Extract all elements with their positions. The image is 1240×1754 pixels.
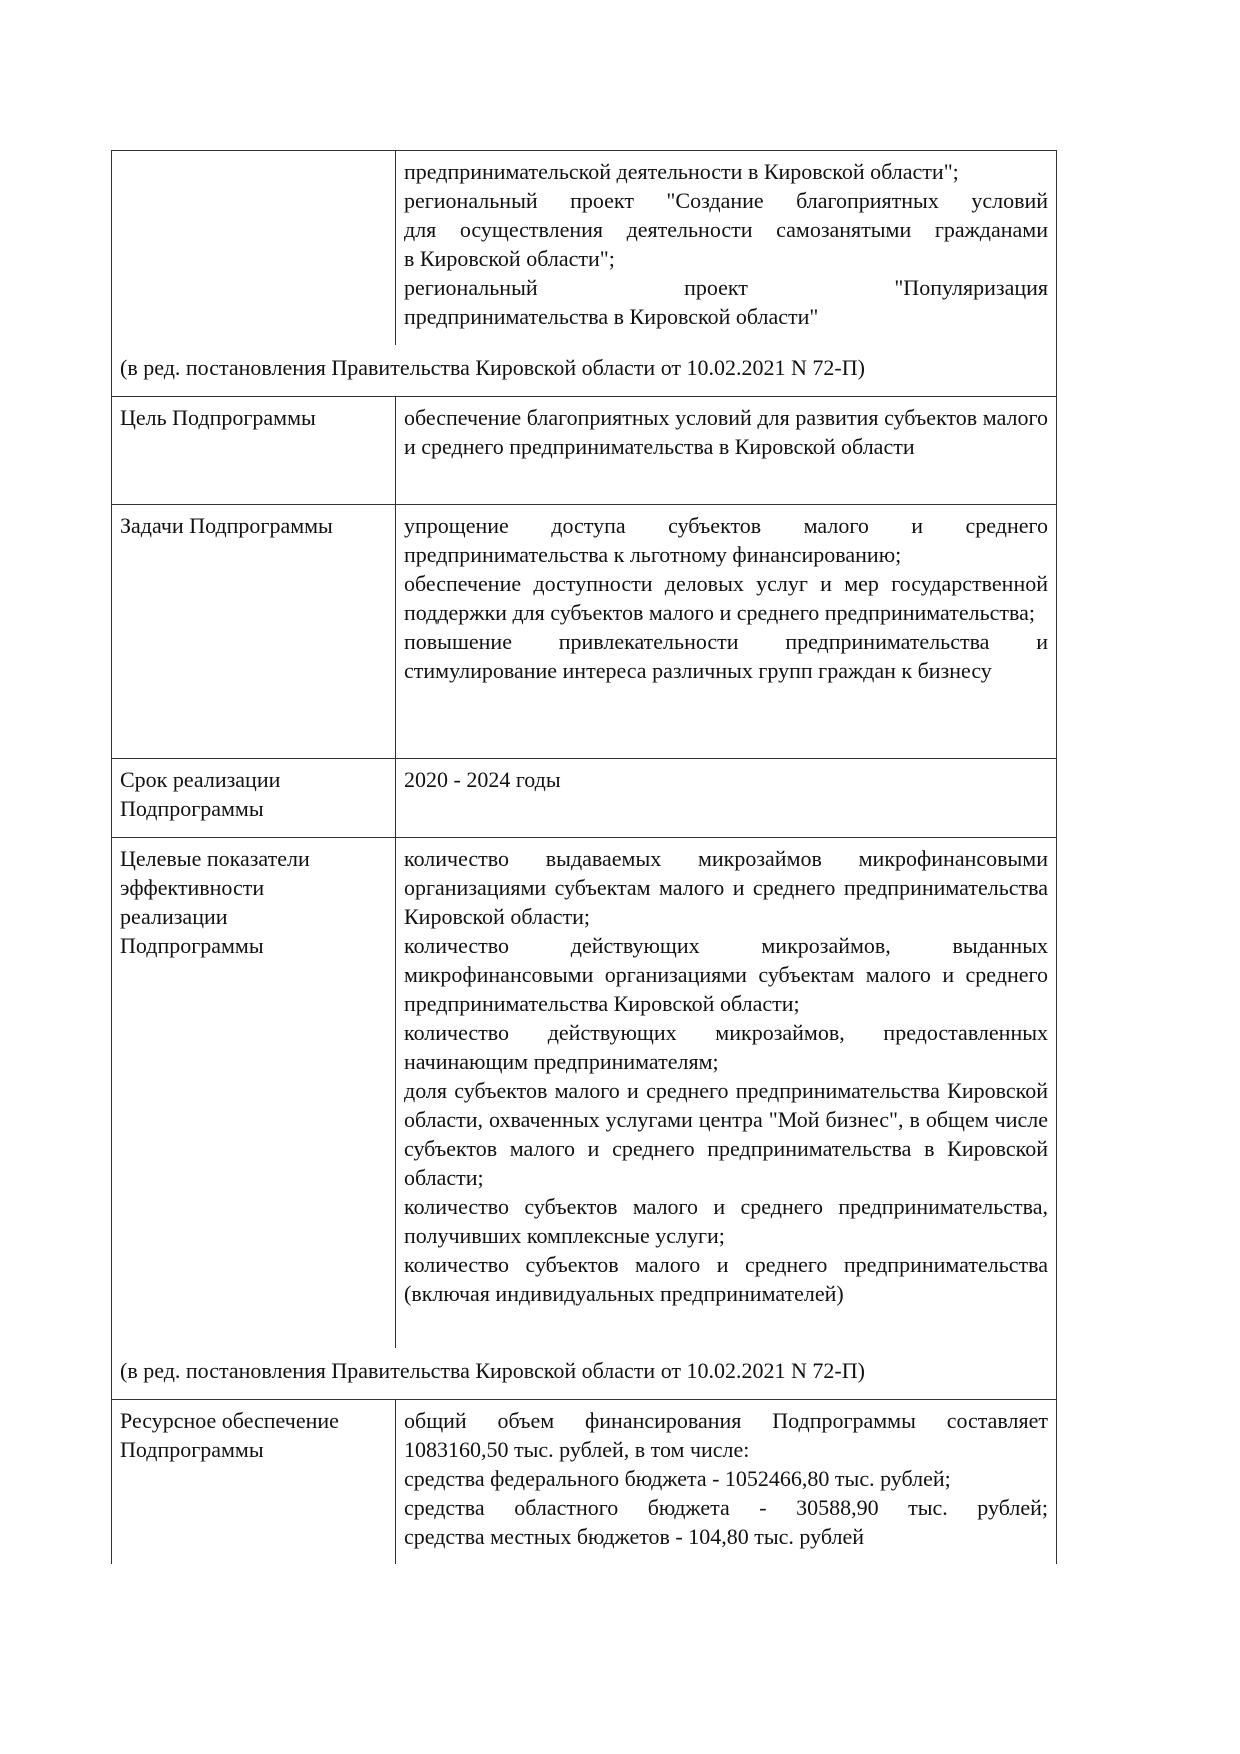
resource-item: средства местных бюджетов - 104,80 тыс. рублей [404,1524,865,1549]
row-label: Задачи Подпрограммы [120,513,333,538]
indicator-item: количество выдаваемых микрозаймов микрофинансовыми организациями субъектам малого и среднего предпринимательства Кировской области; [404,846,1048,929]
label-line: Срок реализации [120,767,281,792]
row-value [395,1400,1056,1564]
task-item: повышение привлекательности предпринимательства и стимулирование интереса различных групп граждан к бизнесу [404,629,1048,683]
label-line: Подпрограммы [120,796,264,821]
table-row-term [112,758,1056,837]
text-line: для осуществления деятельности самозанятыми гражданами [404,217,1048,242]
label-line: реализации [120,904,228,929]
row-label [112,151,395,345]
task-item: упрощение доступа субъектов малого и среднего предпринимательства к льготному финансированию; [404,513,1048,567]
amendment-note: (в ред. постановления Правительства Кировской области от 10.02.2021 N 72-П) [120,355,865,380]
text-line: предпринимательской деятельности в Кировской области"; [404,159,959,184]
text-line: предпринимательства в Кировской области" [404,304,819,329]
label-line: эффективности [120,875,265,900]
row-value [395,151,1056,345]
row-value [395,397,1056,504]
table-row-continuation [112,150,1056,345]
text-line: региональный проект "Популяризация [404,275,1048,300]
resource-item: общий объем финансирования Подпрограммы составляет 1083160,50 тыс. рублей, в том числе: [404,1408,1048,1462]
document-page [111,150,1057,1564]
table-row-tasks [112,504,1056,758]
table-row-resources [112,1399,1056,1564]
task-item: обеспечение доступности деловых услуг и мер государственной поддержки для субъектов малого и среднего предпринимательства; [404,571,1048,625]
row-value [395,838,1056,1348]
label-line: Подпрограммы [120,1437,264,1462]
indicator-item: количество субъектов малого и среднего предпринимательства (включая индивидуальных предпринимателей) [404,1252,1048,1306]
row-value [395,759,1056,837]
subprogram-passport-table [111,150,1057,1564]
resource-item: средства областного бюджета - 30588,90 тыс. рублей; [404,1495,1048,1520]
row-value [395,505,1056,758]
text-line: региональный проект "Создание благоприятных условий [404,188,1048,213]
indicator-item: количество действующих микрозаймов, предоставленных начинающим предпринимателям; [404,1020,1048,1074]
label-line: Подпрограммы [120,933,264,958]
label-line: Ресурсное обеспечение [120,1408,339,1433]
row-label: Цель Подпрограммы [120,405,316,430]
resource-item: средства федерального бюджета - 1052466,80 тыс. рублей; [404,1466,951,1491]
indicator-item: количество действующих микрозаймов, выданных микрофинансовыми организациями субъектам малого и среднего предпринимательства Кировской области; [404,933,1048,1016]
amendment-note: (в ред. постановления Правительства Кировской области от 10.02.2021 N 72-П) [120,1358,865,1383]
row-label [112,1400,395,1564]
text-line: в Кировской области"; [404,246,615,271]
row-label [112,838,395,1348]
goal-text: обеспечение благоприятных условий для развития субъектов малого и среднего предпринимательства в Кировской области [404,405,1048,459]
row-label [112,759,395,837]
indicator-item: количество субъектов малого и среднего предпринимательства, получивших комплексные услуги; [404,1194,1048,1248]
indicator-item: доля субъектов малого и среднего предпринимательства Кировской области, охваченных услугами центра "Мой бизнес", в общем числе субъектов малого и среднего предпринимательства в Кировской области; [404,1078,1048,1190]
label-line: Целевые показатели [120,846,310,871]
table-row-goal [112,396,1056,504]
term-text: 2020 - 2024 годы [404,767,561,792]
table-row-indicators [112,837,1056,1348]
